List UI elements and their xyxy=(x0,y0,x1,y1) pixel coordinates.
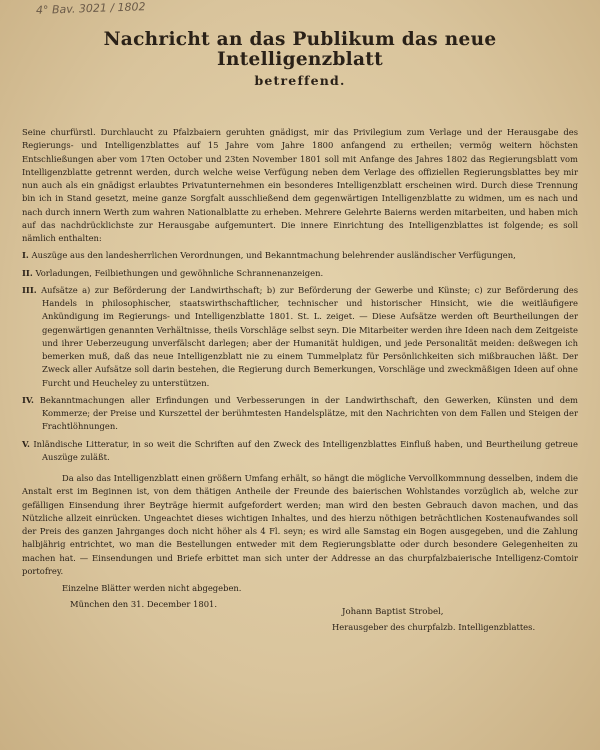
item-number: V. xyxy=(22,438,30,449)
intro-paragraph: Seine churfürstl. Durchlaucht zu Pfalzbaiern geruhten gnädigst, mir das Privilegium zum Verlage und der Herausgabe des Regierungs- und Intelligenzblattes auf 15 Jahre vom Jahre 1800 anfangend zu ertheilen; vermög weitern höchsten Entschließungen aber vom 17ten October und 23ten November 1801 soll mit Anfange des Jahres 1802 das Regierungsblatt vom Intelligenzblatte getrennt werden, durch welche weise Verfügung neben dem Verlage des offiziellen Regierungsblattes bey mir nun auch als ein gnädigst erlaubtes Privatunternehmen ein besonderes Intelligenzblatt erscheinen wird. Durch diese Trennung bin ich in Stand gesetzt, meine ganze Sorgfalt ausschließend dem gegenwärtigen Intelligenzblatte zu widmen, um es nach und nach durch innern Werth zum wahren Nationalblatte zu erheben. Mehrere Gelehrte Baierns werden mitarbeiten, und haben mich auf das nachdrücklichste zur Herausgabe aufgemuntert. Die innere Einrichtung des Intelligenzblattes ist folgende; es soll nämlich enthalten: xyxy=(22,127,578,243)
signature-block xyxy=(22,595,578,655)
signer-role: Herausgeber des churpfalzb. Intelligenzblattes. xyxy=(332,622,536,632)
single-sheets-note: Einzelne Blätter werden nicht abgegeben. xyxy=(62,583,242,593)
item-text: Auszüge aus den landesherrlichen Verordnungen, und Bekanntmachung belehrender ausländischer Verfügungen, xyxy=(31,250,516,261)
item-number: IV. xyxy=(22,394,34,405)
item-text: Inländische Litteratur, in so weit die Schriften auf den Zweck des Intelligenzblattes Einfluß haben, und Beurtheilung getreue Auszüge zuläßt. xyxy=(33,438,578,462)
list-item xyxy=(22,249,578,262)
item-text: Vorladungen, Feilbiethungen und gewöhnliche Schrannenanzeigen. xyxy=(35,267,324,278)
page-subtitle: betreffend. xyxy=(254,73,346,88)
item-number: II. xyxy=(22,267,33,278)
list-item xyxy=(22,284,578,390)
signer-name: Johann Baptist Strobel, xyxy=(342,607,444,617)
archive-note: 4° Bav. 3021 / 1802 xyxy=(35,0,146,17)
item-text: Aufsätze a) zur Beförderung der Landwirthschaft; b) zur Beförderung der Gewerbe und Künste; c) zur Beförderung des Handels in philosophischer, staatswirthschaftlicher, technischer und historischer Hinsicht, wie die weitläufigere Ankündigung im Regierungs- und Intelligenzblatte 1801. St. L. zeiget. — Diese Aufsätze werden oft Beurtheilungen der gegenwärtigen genannten Verhältnisse, theils Vorschläge selbst seyn. Die Mitarbeiter werden ihre Ideen nach dem Zeitgeiste und ihrer Ueberzeugung unverfälscht darlegen; aber der Humanität huldigen, und jede Personalität meiden: deßwegen ich bemerken muß, daß das neue Intelligenzblatt nie zu einem Tummelplatz für Persönlichkeiten sich mißbrauchen läßt. Der Zweck aller Aufsätze soll darin bestehen, die Regierung durch Bemerkungen, Vorschläge und zweckmäßigen Ideen auf ohne Furcht und Heucheley zu unterstützen. xyxy=(41,284,579,388)
list-item xyxy=(22,438,578,465)
list-item xyxy=(22,267,578,280)
closing-paragraph: Da also das Intelligenzblatt einen größern Umfang erhält, so hängt die mögliche Vervollkommnung desselben, indem die Anstalt erst im Beginnen ist, von dem thätigen Antheile der Freunde des baierischen Wohlstandes vorzüglich ab, welche zur gefälligen Einsendung ihrer Beyträge hiermit aufgefordert werden; man wird den besten Gebrauch davon machen, und das Nützliche allzeit einrücken. Ungeachtet dieses wichtigen Inhaltes, und des hierzu nöthigen beträchtlichen Kostenaufwandes soll der Preis des ganzen Jahrganges doch nicht höher als 4 Fl. seyn; es wird alle Samstag ein Bogen ausgegeben, und die Zahlung halbjährig entrichtet, wo man die Bestellungen entweder mit dem Regierungsblatte oder durch besondere Gelegenheiten zu machen hat. — Einsendungen und Briefe erbittet man sich unter der Addresse an das churpfalzbaierische Intelligenz-Comtoir portofrey. xyxy=(22,473,578,576)
item-number: III. xyxy=(22,284,37,295)
date-line: München den 31. December 1801. xyxy=(70,599,218,609)
item-text: Bekanntmachungen aller Erfindungen und Verbesserungen in der Landwirthschaft, den Gewerken, Künsten und dem Kommerze; der Preise und Kurszettel der berühmtesten Handelsplätze, mit den Nachrichten von dem Fallen und Steigen der Frachtlöhnungen. xyxy=(39,394,578,432)
list-item xyxy=(22,394,578,434)
item-number: I. xyxy=(22,250,29,261)
page-title: Nachricht an das Publikum das neue Intelligenzblatt xyxy=(103,29,497,70)
